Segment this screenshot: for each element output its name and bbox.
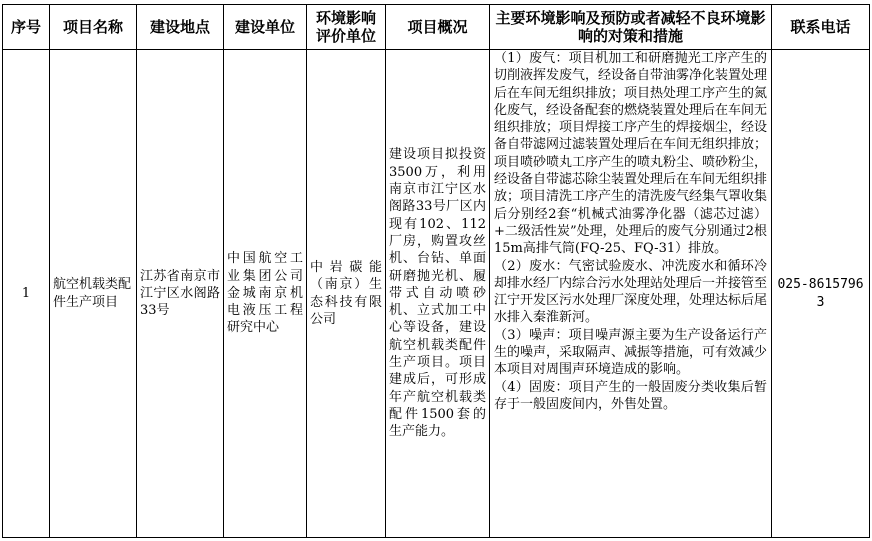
header-overview: 项目概况 — [386, 5, 490, 50]
header-measures: 主要环境影响及预防或者减轻不良环境影响的对策和措施 — [490, 5, 772, 50]
row-overview: 建设项目拟投资3500万，利用南京市江宁区水阁路33号厂区内现有102、112厂房，购置攻丝机、台钻、单面研磨抛光机、履带式自动喷砂机、立式加工中心等设备，建设航空机载类配件生产项目。项目建成后，可形成年产航空机载类配件1500套的生产能力。 — [386, 50, 490, 538]
row-builder: 中国航空工业集团公司金城南京机电液压工程研究中心 — [224, 50, 307, 538]
measure-exhaust-gas: （1）废气：项目机加工和研磨抛光工序产生的切削液挥发废气，经设备自带油雾净化装置处理后在车间无组织排放；项目热处理工序产生的氮化废气，经设备配套的燃烧装置处理后在车间无组织排放；项目焊接工序产生的焊接烟尘，经设备自带滤网过滤装置处理后在车间无组织排放；项目喷砂喷丸工序产生的喷丸粉尘、喷砂粉尘，经设备自带滤芯除尘装置处理后在车间无组织排放；项目清洗工序产生的清洗废气经集气罩收集后分别经2套“机械式油雾净化器（滤芯过滤）+二级活性炭”处理，处理后的废气分别通过2根15m高排气筒(FQ-25、FQ-31）排放。 — [494, 51, 768, 257]
row-eia-unit: 中岩碳能（南京）生态科技有限公司 — [307, 50, 386, 538]
header-eia-unit: 环境影响评价单位 — [307, 5, 386, 50]
row-measures — [490, 50, 772, 538]
header-index: 序号 — [3, 5, 50, 50]
header-phone: 联系电话 — [772, 5, 870, 50]
header-project-name: 项目名称 — [50, 5, 137, 50]
header-row — [3, 5, 870, 50]
eia-announcement-table — [2, 4, 870, 538]
measure-wastewater: （2）废水：气密试验废水、冲洗废水和循环冷却排水经厂内综合污水处理站处理后一并接管至江宁开发区污水处理厂深度处理，处理达标后尾水排入秦淮新河。 — [494, 258, 768, 326]
row-project-name: 航空机载类配件生产项目 — [50, 50, 137, 538]
row-phone: 025-86157963 — [772, 50, 870, 538]
row-location: 江苏省南京市江宁区水阁路33号 — [137, 50, 224, 538]
measure-solid-waste: （4）固废：项目产生的一般固废分类收集后暂存于一般固废间内，外售处置。 — [494, 379, 767, 412]
row-index: 1 — [3, 50, 50, 538]
header-location: 建设地点 — [137, 5, 224, 50]
header-builder: 建设单位 — [224, 5, 307, 50]
table-row — [3, 50, 870, 538]
measure-noise: （3）噪声：项目噪声源主要为生产设备运行产生的噪声，采取隔声、减振等措施，可有效减少本项目对周围声环境造成的影响。 — [494, 327, 768, 378]
